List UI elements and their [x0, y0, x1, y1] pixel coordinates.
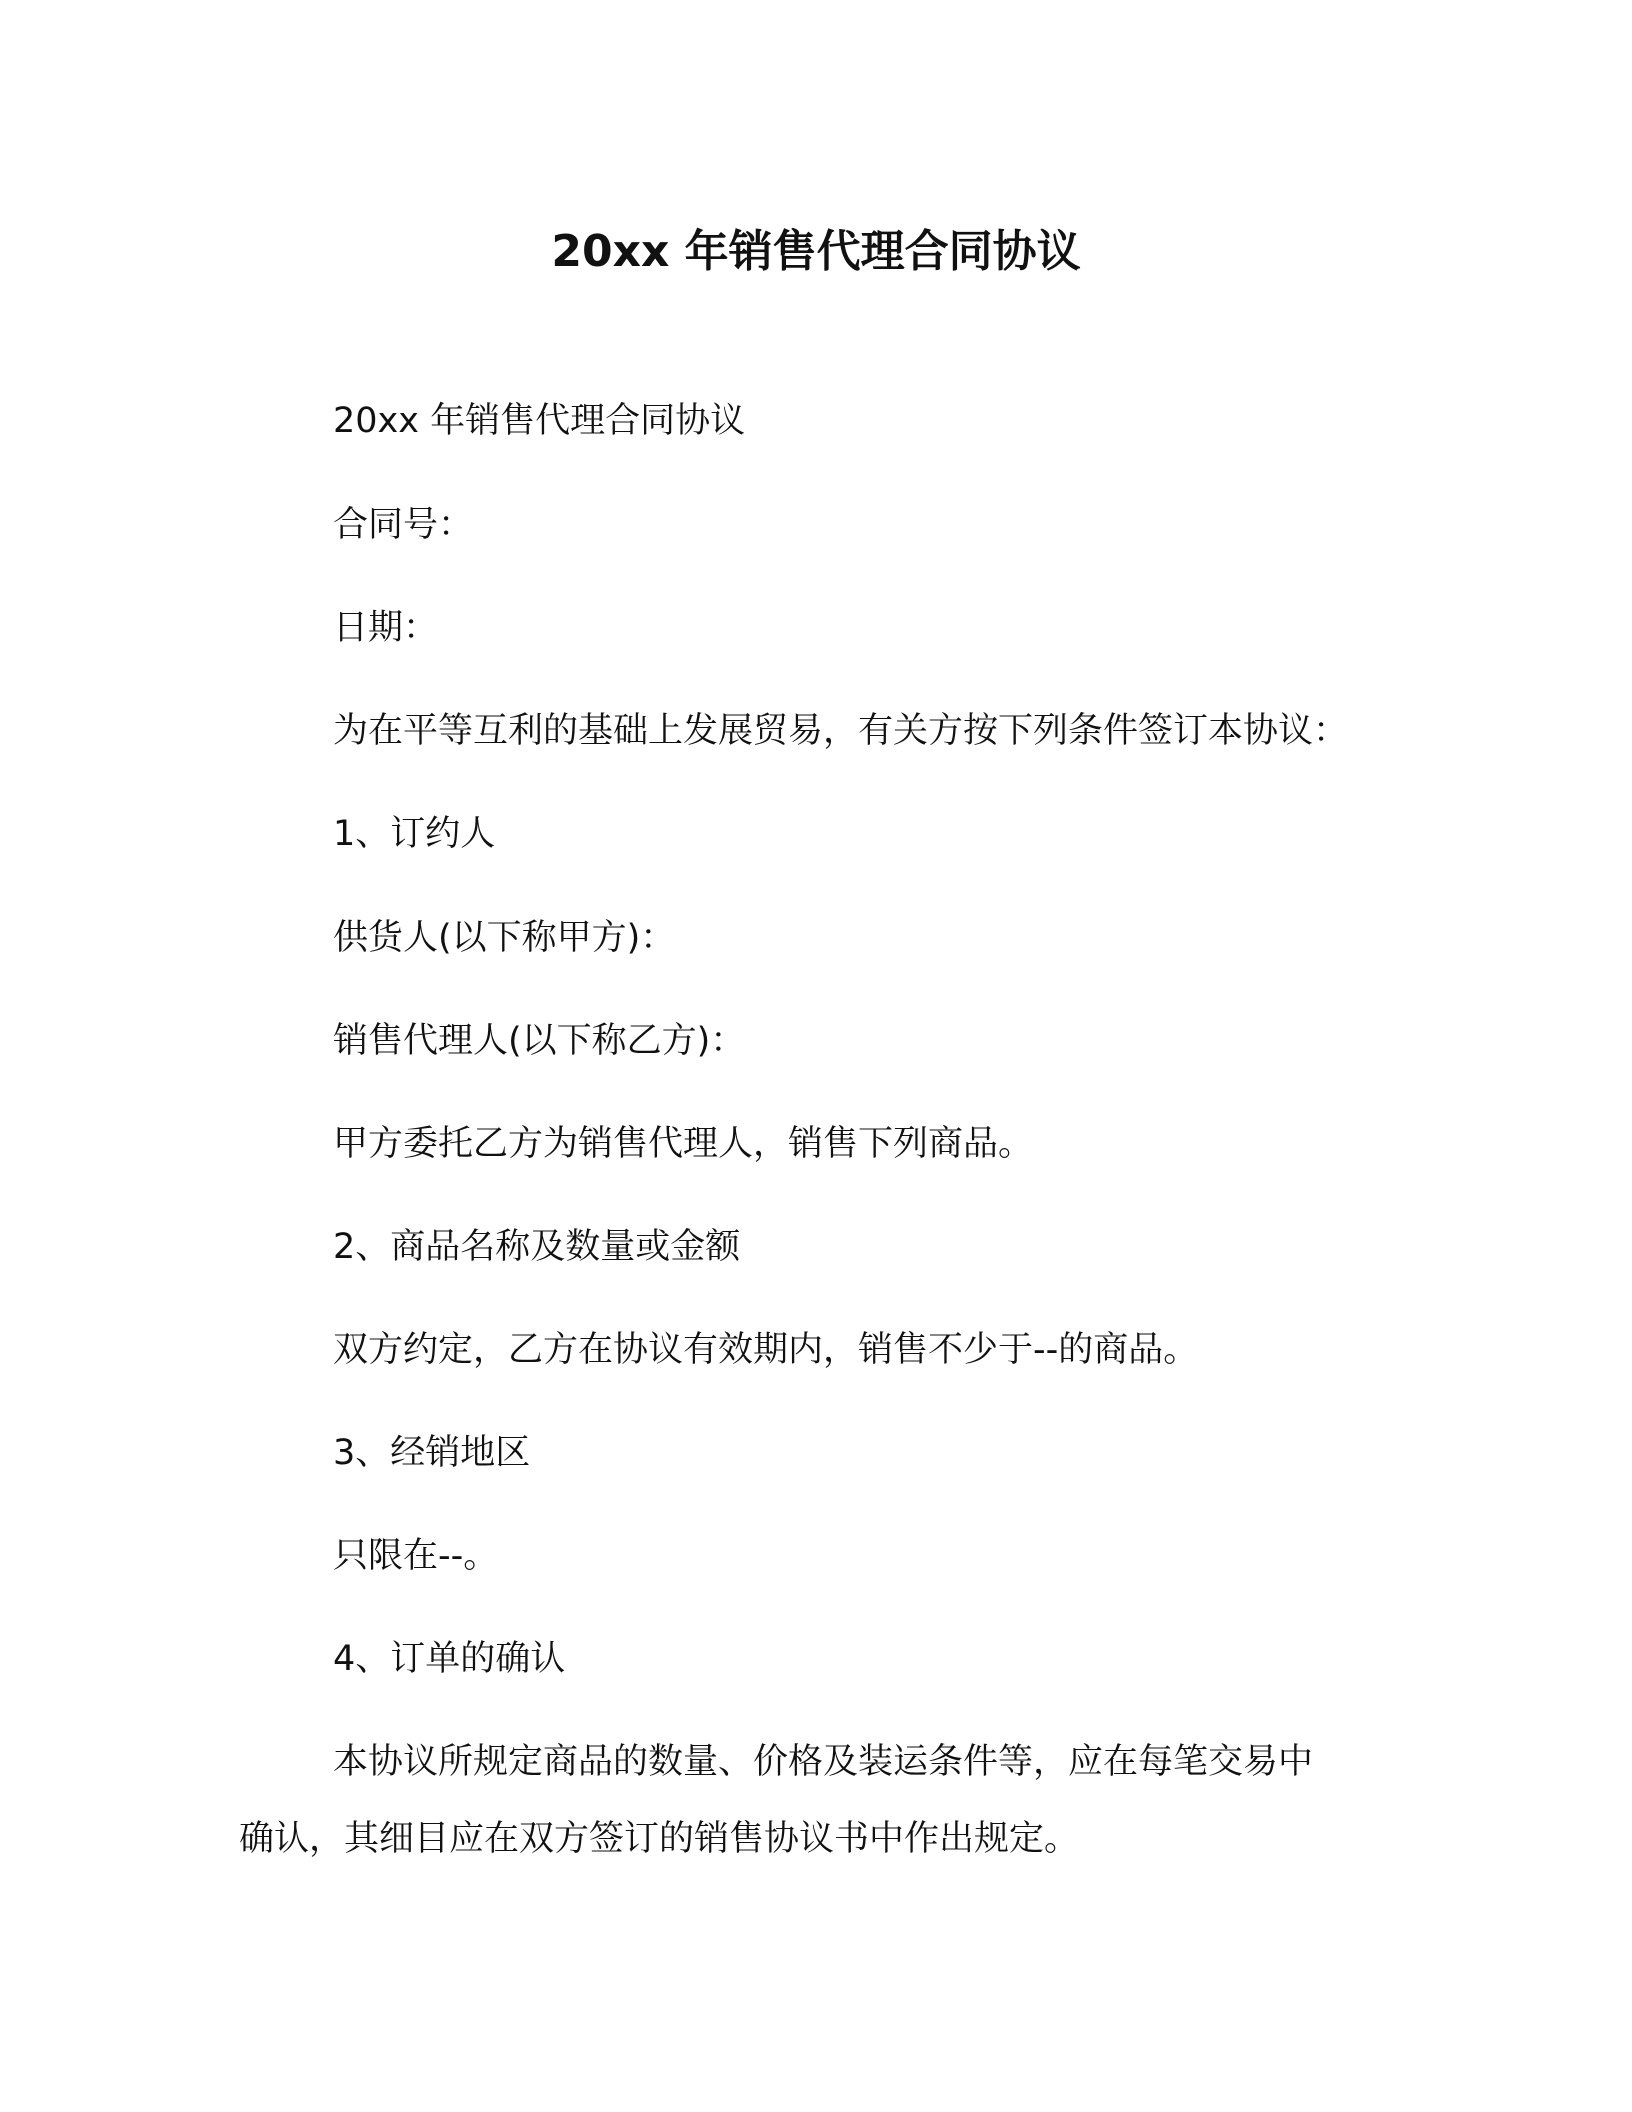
paragraph-goods-quantity: 双方约定，乙方在协议有效期内，销售不少于--的商品。 — [333, 1330, 1199, 1370]
paragraph-territory: 只限在--。 — [333, 1536, 499, 1576]
paragraph-preamble: 为在平等互利的基础上发展贸易，有关方按下列条件签订本协议： — [333, 711, 1349, 751]
paragraph-order-confirmation-line-2: 确认，其细目应在双方签订的销售协议书中作出规定。 — [239, 1819, 1080, 1859]
paragraph-sales-agent: 销售代理人(以下称乙方)： — [333, 1021, 746, 1061]
section-heading-order-confirmation: 4、订单的确认 — [333, 1639, 566, 1679]
document-title: 20xx 年销售代理合同协议 — [551, 226, 1081, 277]
paragraph-contract-number: 合同号： — [333, 505, 474, 545]
section-heading-territory: 3、经销地区 — [333, 1433, 531, 1473]
paragraph-supplier: 供货人(以下称甲方)： — [333, 918, 676, 958]
section-heading-parties: 1、订约人 — [333, 814, 496, 854]
section-heading-goods: 2、商品名称及数量或金额 — [333, 1227, 741, 1267]
paragraph-appointment: 甲方委托乙方为销售代理人，销售下列商品。 — [333, 1124, 1034, 1164]
paragraph-doc-name: 20xx 年销售代理合同协议 — [333, 401, 746, 441]
paragraph-date: 日期： — [333, 608, 439, 648]
paragraph-order-confirmation-line-1: 本协议所规定商品的数量、价格及装运条件等，应在每笔交易中 — [333, 1742, 1314, 1782]
